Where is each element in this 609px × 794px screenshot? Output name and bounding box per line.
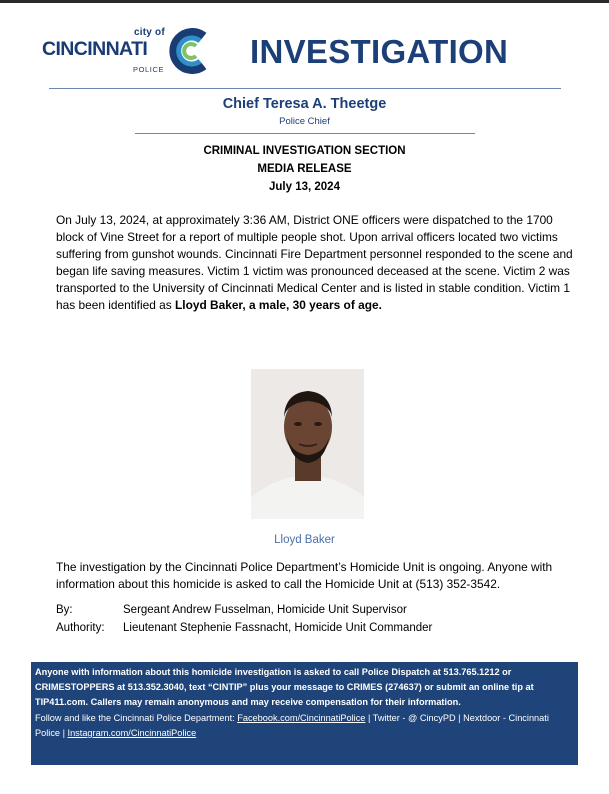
facebook-link[interactable]: Facebook.com/CincinnatiPolice	[237, 712, 366, 723]
social-text: | Twitter - @ CincyPD | Nextdoor - Cincinnati Police |	[35, 712, 549, 738]
logo-c-mark-icon	[166, 26, 214, 76]
header-divider	[49, 88, 561, 89]
instagram-link[interactable]: Instagram.com/CincinnatiPolice	[67, 727, 197, 738]
authority-label: Authority:	[56, 622, 105, 634]
cincinnati-police-logo	[42, 24, 202, 79]
logo-city-name: CINCINNATI	[42, 38, 148, 60]
by-label: By:	[56, 604, 73, 616]
page-title: INVESTIGATION	[250, 33, 509, 70]
chief-name: Chief Teresa A. Theetge	[222, 96, 387, 112]
tip-footer-box	[31, 662, 578, 765]
authority-value: Lieutenant Stephenie Fassnacht, Homicide Unit Commander	[123, 622, 433, 634]
release-date: July 13, 2024	[269, 181, 340, 193]
follow-text: Follow and like the Cincinnati Police Department:	[35, 712, 238, 723]
follow-line	[35, 711, 574, 741]
tip-text: Anyone with information about this homicide investigation is asked to call Police Dispatch at 513.765.1212 or CRIMESTOPPERS at 513.352.3040, text “CINTIP” plus your message to CRIMES (274637) or submit an online tip at TIP411.com. Callers may remain anonymous and may receive compensation for their information.	[35, 667, 534, 708]
by-line	[56, 604, 407, 616]
photo-caption: Lloyd Baker	[274, 534, 335, 546]
closing-paragraph: The investigation by the Cincinnati Police Department’s Homicide Unit is ongoing. Anyone with information about this homicide is asked to call the Homicide Unit at (513) 352-3542.	[56, 560, 553, 591]
logo-dept: POLICE	[133, 65, 165, 74]
top-border	[0, 0, 609, 3]
incident-paragraph	[56, 212, 580, 314]
chief-title: Police Chief	[279, 116, 330, 127]
victim-photo	[251, 369, 364, 519]
release-type: MEDIA RELEASE	[257, 163, 352, 175]
by-value: Sergeant Andrew Fusselman, Homicide Unit Supervisor	[123, 604, 407, 616]
chief-divider	[135, 133, 475, 134]
authority-line	[56, 622, 432, 634]
section-name: CRIMINAL INVESTIGATION SECTION	[203, 145, 406, 157]
victim-identification: Lloyd Baker, a male, 30 years of age.	[175, 298, 382, 312]
incident-text: On July 13, 2024, at approximately 3:36 AM, District ONE officers were dispatched to the 1700 block of Vine Street for a report of multiple people shot. Upon arrival officers located two victims suffering from gunshot wounds. Cincinnati Fire Department personnel responded to the scene and began life saving measures. Victim 1 victim was pronounced deceased at the scene. Victim 2 was transported to the University of Cincinnati Medical Center and is listed in stable condition. Victim 1 has been identified as	[56, 213, 573, 312]
logo-city-of: city of	[134, 27, 165, 38]
